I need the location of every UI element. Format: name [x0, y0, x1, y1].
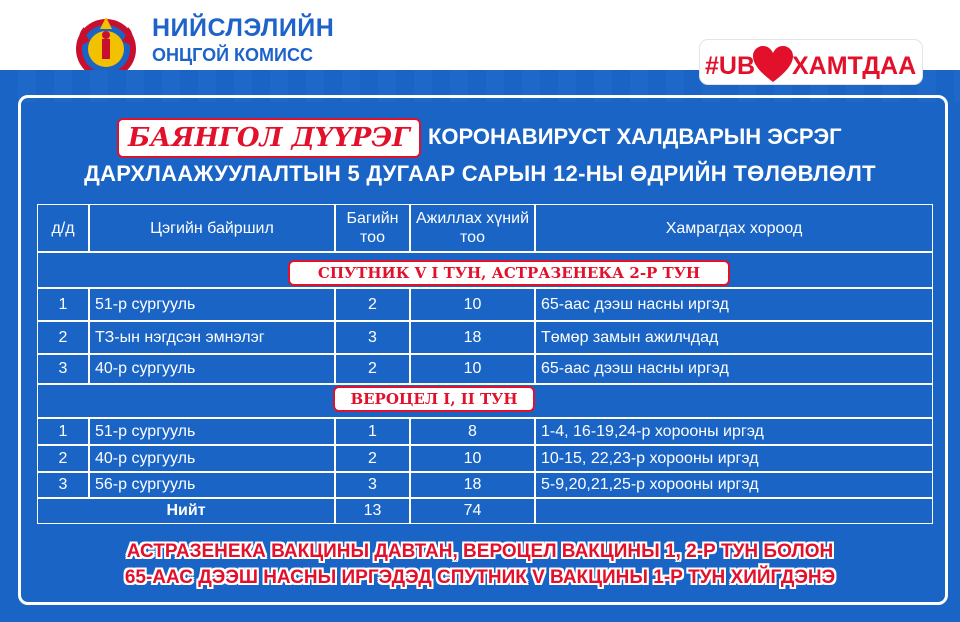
header-no: д/д — [37, 204, 89, 252]
header-teams: Багийн тоо — [335, 204, 410, 252]
table-row-staff: 18 — [410, 321, 535, 354]
total-empty-cell — [535, 498, 933, 524]
section-label: ВЕРОЦЕЛ I, II ТУН — [333, 386, 535, 412]
table-row-no: 3 — [37, 354, 89, 384]
table-row-no: 1 — [37, 288, 89, 321]
district-title: БАЯНГОЛ ДҮҮРЭГ — [128, 123, 410, 153]
org-name-line2: ОНЦГОЙ КОМИСС — [152, 45, 313, 65]
table-row-coverage: 5-9,20,21,25-р хорооны иргэд — [535, 472, 933, 498]
total-label: Нийт — [37, 498, 335, 524]
table-row-staff: 18 — [410, 472, 535, 498]
table-row-staff: 10 — [410, 354, 535, 384]
title-line1: КОРОНАВИРУСТ ХАЛДВАРЫН ЭСРЭГ — [428, 124, 842, 149]
hashtag-left: #UB — [705, 52, 756, 80]
table-row-coverage: Төмөр замын ажилчдад — [535, 321, 933, 354]
footer-note-line2: 65-ААС ДЭЭШ НАСНЫ ИРГЭДЭД СПУТНИК V ВАКЦИНЫ 1-Р ТУН ХИЙГДЭНЭ — [124, 567, 836, 588]
table-row-no: 2 — [37, 445, 89, 472]
table-row-location: ТЗ-ын нэгдсэн эмнэлэг — [89, 321, 335, 354]
table-row-no: 2 — [37, 321, 89, 354]
table-row-staff: 10 — [410, 288, 535, 321]
table-row-teams: 2 — [335, 288, 410, 321]
total-staff: 74 — [410, 498, 535, 524]
table-row-teams: 3 — [335, 321, 410, 354]
table-row-no: 3 — [37, 472, 89, 498]
table-row-location: 40-р сургууль — [89, 445, 335, 472]
table-row-location: 56-р сургууль — [89, 472, 335, 498]
table-row-coverage: 65-аас дээш насны иргэд — [535, 288, 933, 321]
table-row-coverage: 10-15, 22,23-р хорооны иргэд — [535, 445, 933, 472]
table-row-teams: 2 — [335, 445, 410, 472]
table-row-location: 51-р сургууль — [89, 418, 335, 445]
table-row-no: 1 — [37, 418, 89, 445]
heart-icon — [752, 46, 794, 84]
footer-note-line1: АСТРАЗЕНЕКА ВАКЦИНЫ ДАВТАН, ВЕРОЦЕЛ ВАКЦИНЫ 1, 2-Р ТУН БОЛОН — [126, 541, 834, 562]
total-teams: 13 — [335, 498, 410, 524]
table-row-location: 40-р сургууль — [89, 354, 335, 384]
table-row-teams: 1 — [335, 418, 410, 445]
org-name-line1: НИЙСЛЭЛИЙН — [152, 14, 335, 42]
hashtag-right: ХАМТДАА — [792, 52, 917, 80]
table-row-coverage: 1-4, 16-19,24-р хорооны иргэд — [535, 418, 933, 445]
header-staff: Ажиллах хүний тоо — [410, 204, 535, 252]
table-row-staff: 8 — [410, 418, 535, 445]
table-row-location: 51-р сургууль — [89, 288, 335, 321]
header-coverage: Хамрагдах хороод — [535, 204, 933, 252]
header-location: Цэгийн байршил — [89, 204, 335, 252]
section-label: СПУТНИК V I ТУН, АСТРАЗЕНЕКА 2-Р ТУН — [288, 260, 730, 286]
table-row-staff: 10 — [410, 445, 535, 472]
table-row-teams: 2 — [335, 354, 410, 384]
table-row-teams: 3 — [335, 472, 410, 498]
table-row-coverage: 65-аас дээш насны иргэд — [535, 354, 933, 384]
title-line2: ДАРХЛААЖУУЛАЛТЫН 5 ДУГААР САРЫН 12-НЫ ӨДРИЙН ТӨЛӨВЛӨЛТ — [84, 161, 876, 186]
